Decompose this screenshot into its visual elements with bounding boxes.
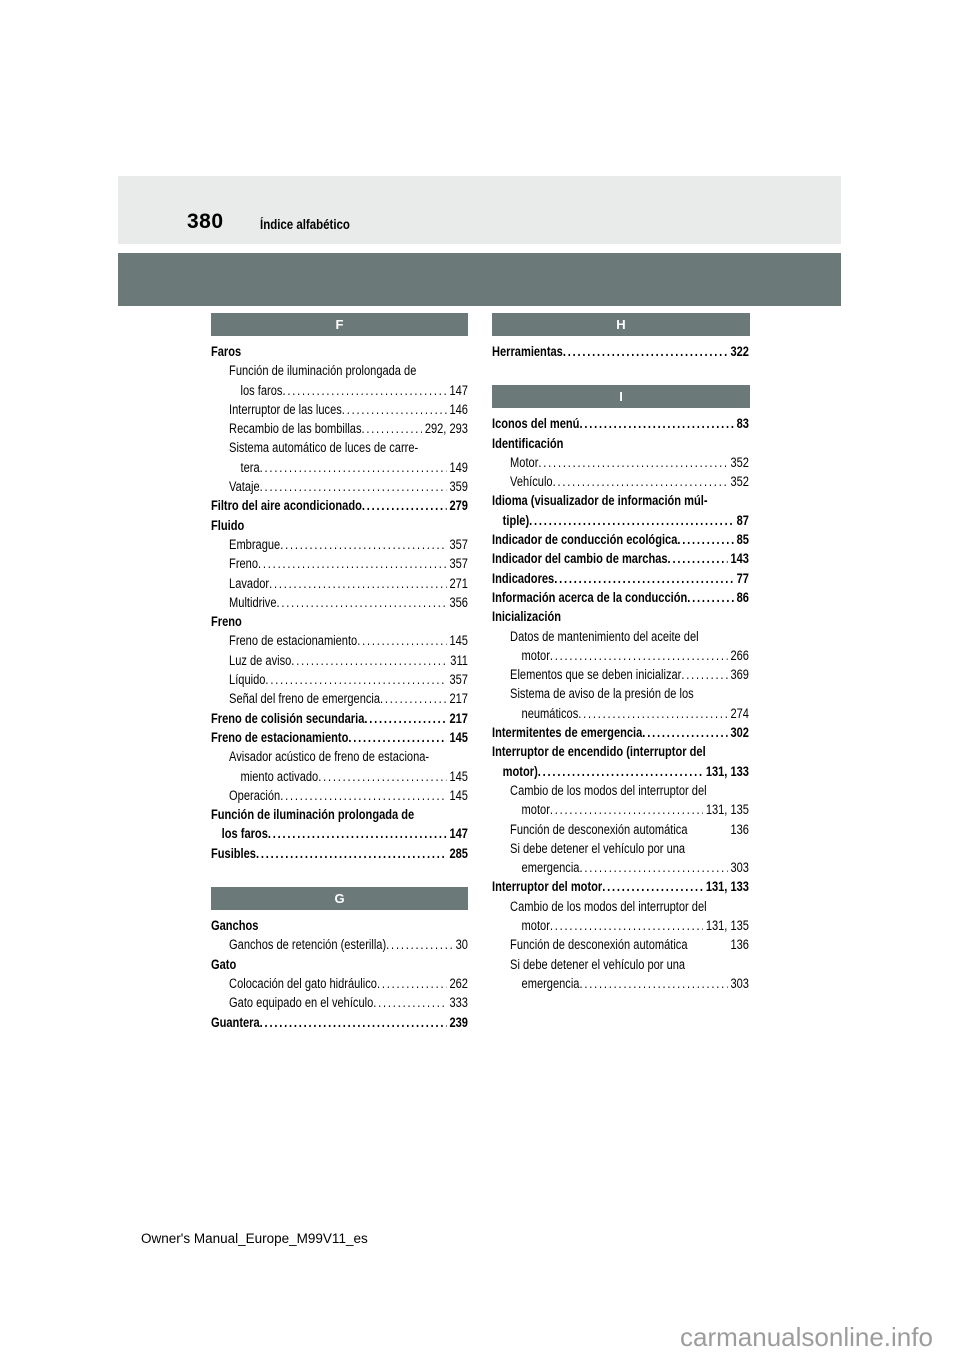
dot-leader	[364, 709, 447, 728]
entry-text: Lavador	[229, 575, 270, 591]
dot-leader	[602, 877, 703, 896]
entry-text: Interruptor de encendido (interruptor del	[492, 744, 706, 760]
index-column-right	[492, 313, 750, 993]
entry-text: Función de desconexión automática	[510, 821, 688, 837]
index-entry	[492, 800, 749, 819]
entry-page-number: 147	[449, 382, 468, 398]
dot-leader	[668, 549, 728, 568]
index-entry	[211, 916, 468, 935]
section-letter-bar	[492, 313, 750, 336]
entry-text: Fluido	[211, 517, 245, 533]
index-entry	[211, 535, 468, 554]
index-entry	[492, 434, 749, 453]
dot-leader	[687, 588, 734, 607]
entry-page-number: 357	[449, 536, 468, 552]
dot-leader	[563, 342, 728, 361]
entry-page-number: 359	[449, 479, 468, 495]
dot-leader	[276, 593, 447, 612]
entry-text: miento activado	[240, 768, 319, 784]
entry-text: Cambio de los modos del interruptor del	[510, 782, 707, 798]
entry-text: Sistema de aviso de la presión de los	[510, 686, 694, 702]
section-letter-bar	[492, 385, 750, 408]
entry-page-number: 311	[450, 652, 468, 668]
dot-leader	[260, 1013, 447, 1032]
index-entry	[492, 704, 749, 723]
index-entry	[211, 612, 468, 631]
index-entry	[211, 477, 468, 496]
entry-text: Herramientas	[492, 344, 563, 359]
dot-leader	[357, 631, 447, 650]
index-entry	[492, 897, 749, 916]
entry-text: Sistema automático de luces de carre-	[229, 440, 419, 456]
index-entry	[211, 728, 468, 747]
section-letter-bar	[211, 887, 468, 910]
index-entry	[492, 549, 749, 568]
entry-page-number: 333	[449, 995, 468, 1011]
entry-text: motor	[521, 647, 550, 663]
entry-text: tiple)	[502, 512, 530, 528]
dot-leader	[578, 704, 728, 723]
dot-leader	[280, 535, 447, 554]
entry-text: Datos de mantenimiento del aceite del	[510, 628, 699, 644]
entry-text: motor	[521, 918, 550, 934]
dot-leader	[386, 935, 453, 954]
dot-leader	[318, 767, 447, 786]
entry-text: Freno de colisión secundaria	[211, 710, 365, 726]
entry-page-number: 136	[730, 937, 749, 953]
index-entry	[211, 342, 468, 361]
dot-leader	[260, 458, 447, 477]
entry-text: neumáticos	[521, 705, 579, 721]
entry-page-number: 83	[736, 416, 749, 432]
index-entry	[211, 747, 468, 766]
entry-page-number: 217	[449, 710, 468, 726]
entry-page-number: 30	[455, 937, 468, 953]
index-entry	[492, 723, 749, 742]
dot-leader	[268, 824, 447, 843]
entry-text: Fusibles	[211, 845, 256, 861]
entry-page-number: 266	[730, 647, 749, 663]
dot-leader	[550, 800, 703, 819]
index-entry	[492, 742, 749, 761]
dot-leader	[362, 419, 423, 438]
index-entry	[492, 858, 749, 877]
dot-leader	[348, 728, 447, 747]
index-entry	[211, 689, 468, 708]
entry-text: los faros	[240, 382, 283, 398]
index-entry	[492, 646, 749, 665]
entry-text: Freno de estacionamiento	[229, 633, 358, 649]
entry-page-number: 85	[736, 532, 749, 548]
entry-text: Función de iluminación prolongada de	[229, 363, 417, 379]
index-entry	[492, 955, 749, 974]
index-entry	[211, 974, 468, 993]
entry-page-number: 145	[449, 787, 468, 803]
index-entry	[211, 419, 468, 438]
index-entry	[492, 935, 749, 954]
entry-page-number: 146	[449, 401, 468, 417]
index-entry	[211, 767, 468, 786]
entry-text: Gato	[211, 956, 237, 972]
entry-text: Freno	[229, 556, 259, 572]
entry-page-number: 357	[449, 672, 468, 688]
entry-text: los faros	[221, 826, 268, 842]
section-letter: H	[616, 317, 626, 332]
dot-leader	[377, 974, 447, 993]
entry-page-number: 292, 293	[424, 421, 468, 437]
index-entry	[492, 684, 749, 703]
index-entry	[492, 974, 749, 993]
index-entry	[211, 935, 468, 954]
entry-page-number: 145	[449, 768, 468, 784]
dot-leader	[260, 477, 447, 496]
entry-text: Luz de aviso	[229, 652, 292, 668]
entry-text: Ganchos de retención (esterilla)	[229, 937, 387, 953]
index-entries	[211, 916, 468, 1032]
entry-page-number: 285	[449, 845, 468, 861]
entry-text: Señal del freno de emergencia	[229, 691, 381, 707]
page-number: 380	[187, 210, 224, 233]
index-entries	[211, 342, 468, 863]
dot-leader	[280, 786, 447, 805]
entry-page-number: 352	[730, 474, 749, 490]
entry-text: Indicador del cambio de marchas	[492, 551, 668, 567]
index-entry	[211, 670, 468, 689]
entry-page-number: 239	[449, 1014, 468, 1030]
manual-file-label: Owner's Manual_Europe_M99V11_es	[141, 1231, 368, 1246]
entry-page-number: 262	[449, 975, 468, 991]
entry-page-number: 322	[730, 344, 749, 359]
entry-page-number: 77	[736, 570, 749, 586]
entry-text: Función de iluminación prolongada de	[211, 807, 415, 823]
entry-text: Embrague	[229, 536, 281, 552]
entry-page-number: 357	[449, 556, 468, 572]
dot-leader	[642, 723, 728, 742]
entry-page-number: 279	[449, 498, 468, 514]
dot-leader	[265, 670, 447, 689]
entry-text: Ganchos	[211, 918, 259, 934]
index-entry	[492, 342, 749, 361]
index-entry	[492, 569, 749, 588]
dot-leader	[579, 414, 734, 433]
index-section-H	[492, 313, 750, 361]
entry-text: Intermitentes de emergencia	[492, 725, 643, 741]
dot-leader	[538, 453, 728, 472]
entry-page-number: 87	[736, 512, 749, 528]
index-entry	[492, 511, 749, 530]
index-entry	[211, 805, 468, 824]
entry-page-number: 147	[449, 826, 468, 842]
dot-leader	[373, 993, 447, 1012]
entry-page-number: 143	[730, 551, 749, 567]
entry-text: Líquido	[229, 672, 266, 688]
index-entry	[492, 820, 749, 839]
entry-text: Elementos que se deben inicializar	[510, 667, 682, 683]
entry-text: Identificación	[492, 435, 564, 451]
entry-text: Indicador de conducción ecológica	[492, 532, 678, 548]
dot-leader	[342, 400, 447, 419]
index-entry	[211, 651, 468, 670]
entry-text: Recambio de las bombillas	[229, 421, 362, 437]
index-entry	[211, 496, 468, 515]
entry-text: Si debe detener el vehículo por una	[510, 840, 686, 856]
dot-leader	[362, 496, 447, 515]
index-entry	[211, 631, 468, 650]
entry-text: Gato equipado en el vehículo	[229, 995, 374, 1011]
dot-leader	[554, 569, 734, 588]
entry-text: Idioma (visualizador de información múl-	[492, 493, 708, 509]
entry-page-number: 352	[730, 454, 749, 470]
index-entry	[211, 844, 468, 863]
dot-leader	[579, 974, 728, 993]
entry-page-number: 131, 135	[705, 802, 749, 818]
index-entry	[211, 400, 468, 419]
entry-text: Multidrive	[229, 594, 277, 610]
section-letter-bar	[211, 313, 468, 336]
entry-page-number: 86	[736, 589, 749, 605]
section-letter: F	[335, 317, 344, 332]
dot-leader	[579, 858, 728, 877]
dot-leader	[681, 665, 728, 684]
dot-leader	[529, 511, 734, 530]
entry-text: Avisador acústico de freno de estaciona-	[229, 749, 430, 765]
entry-text: emergencia	[521, 975, 580, 991]
index-entries	[492, 414, 749, 993]
watermark-text: carmanualsonline.info	[680, 1322, 933, 1352]
entry-text: Vataje	[229, 479, 260, 495]
entry-text: Operación	[229, 787, 281, 803]
index-entry	[492, 877, 749, 896]
section-letter: G	[334, 891, 345, 907]
index-entry	[492, 627, 749, 646]
chapter-tab-band	[118, 253, 841, 306]
entry-page-number: 302	[730, 725, 749, 741]
entry-text: Faros	[211, 344, 242, 359]
dot-leader	[550, 646, 728, 665]
entry-page-number: 271	[449, 575, 468, 591]
index-entry	[492, 588, 749, 607]
dot-leader	[282, 381, 447, 400]
index-entry	[211, 458, 468, 477]
entry-text: Filtro del aire acondicionado	[211, 498, 362, 514]
index-entry	[492, 781, 749, 800]
entry-page-number: 303	[730, 860, 749, 876]
entry-page-number: 149	[449, 459, 468, 475]
dot-leader	[269, 574, 447, 593]
index-entry	[492, 453, 749, 472]
dot-leader	[677, 530, 734, 549]
entry-text: Información acerca de la conducción	[492, 589, 688, 605]
entry-text: Indicadores	[492, 570, 555, 586]
entry-text: Guantera	[211, 1014, 260, 1030]
index-entry	[211, 786, 468, 805]
entry-text: Freno de estacionamiento	[211, 729, 349, 745]
entry-page-number: 131, 133	[705, 879, 749, 895]
entry-text: Colocación del gato hidráulico	[229, 975, 377, 991]
index-entry	[211, 516, 468, 535]
index-entry	[492, 530, 749, 549]
index-entry	[211, 955, 468, 974]
index-entry	[211, 574, 468, 593]
index-entry	[211, 361, 468, 380]
index-entry	[492, 839, 749, 858]
entry-page-number: 145	[449, 633, 468, 649]
index-entry	[492, 491, 749, 510]
entry-text: Interruptor de las luces	[229, 401, 342, 417]
entry-text: Inicialización	[492, 609, 561, 625]
index-section-I	[492, 385, 750, 993]
entry-page-number: 369	[730, 667, 749, 683]
index-entry	[492, 472, 749, 491]
entry-text: Si debe detener el vehículo por una	[510, 956, 686, 972]
entry-page-number: 131, 133	[705, 763, 749, 779]
page-title: Índice alfabético	[260, 217, 350, 232]
index-entry	[211, 824, 468, 843]
index-entry	[492, 916, 749, 935]
index-entry	[211, 381, 468, 400]
index-entry	[492, 665, 749, 684]
index-entry	[211, 593, 468, 612]
index-entry	[211, 1013, 468, 1032]
entry-page-number: 217	[449, 691, 468, 707]
entry-text: Iconos del menú	[492, 416, 580, 432]
dot-leader	[258, 554, 447, 573]
index-section-F	[211, 313, 468, 863]
entry-text: Vehículo	[510, 474, 553, 490]
entry-text: emergencia	[521, 860, 580, 876]
dot-leader	[291, 651, 448, 670]
section-letter: I	[619, 389, 623, 405]
index-entry	[492, 762, 749, 781]
entry-page-number: 145	[449, 729, 468, 745]
entry-text: Interruptor del motor	[492, 879, 603, 895]
entry-page-number: 136	[730, 821, 749, 837]
entry-text: Motor	[510, 454, 539, 470]
entry-text: Función de desconexión automática	[510, 937, 688, 953]
entry-text: motor)	[502, 763, 538, 779]
entry-page-number: 274	[730, 705, 749, 721]
entry-text: Freno	[211, 614, 242, 630]
dot-leader	[553, 472, 728, 491]
entry-page-number: 356	[449, 594, 468, 610]
entry-page-number: 303	[730, 975, 749, 991]
index-entries	[492, 342, 749, 361]
entry-page-number: 131, 135	[705, 918, 749, 934]
page-header-band	[118, 176, 841, 244]
entry-text: Cambio de los modos del interruptor del	[510, 898, 707, 914]
index-entry	[211, 709, 468, 728]
dot-leader	[380, 689, 447, 708]
entry-text: motor	[521, 802, 550, 818]
dot-leader	[256, 844, 447, 863]
dot-leader	[550, 916, 703, 935]
dot-leader	[538, 762, 704, 781]
index-entry	[211, 993, 468, 1012]
index-entry	[492, 607, 749, 626]
index-entry	[492, 414, 749, 433]
index-entry	[211, 438, 468, 457]
index-column-left	[211, 313, 468, 1032]
entry-text: tera	[240, 459, 260, 475]
index-entry	[211, 554, 468, 573]
index-section-G	[211, 887, 468, 1032]
